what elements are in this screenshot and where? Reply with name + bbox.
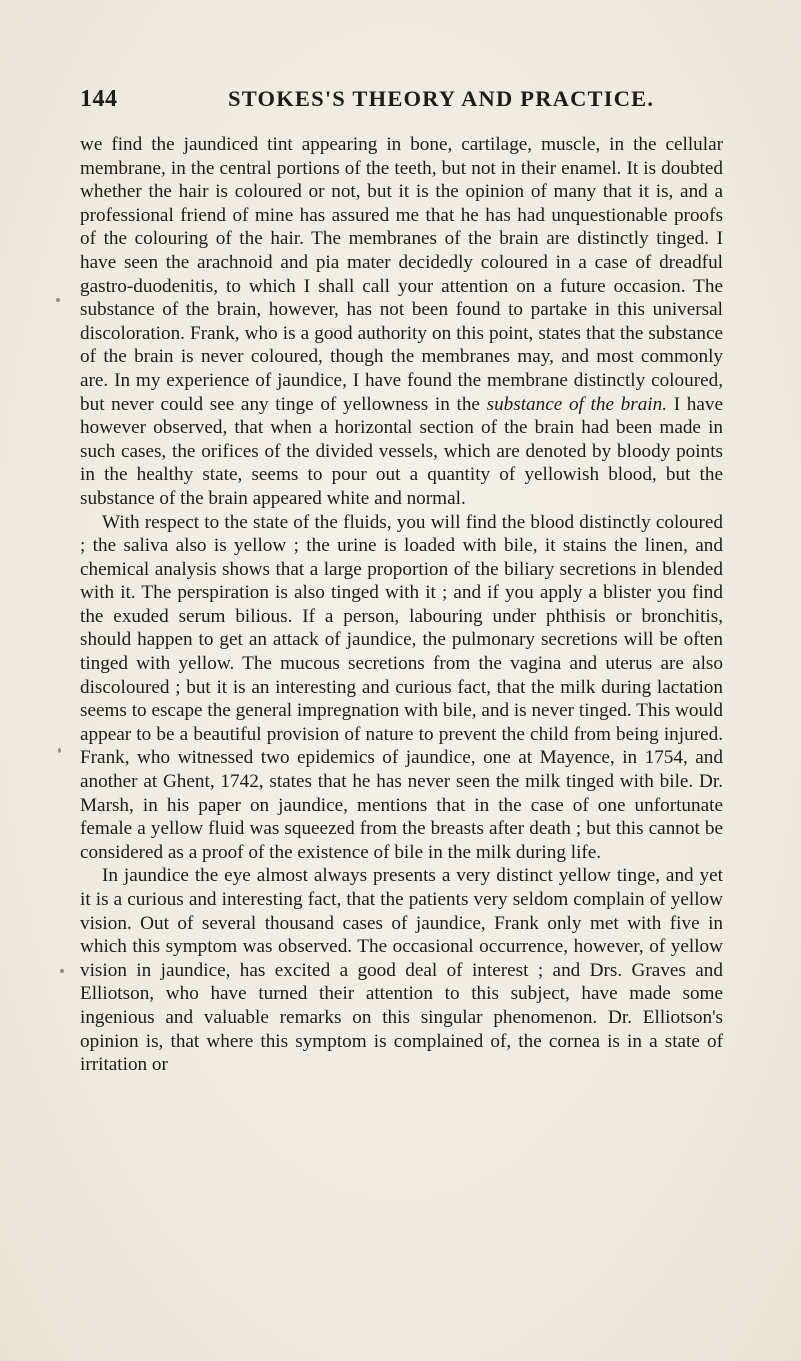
- ink-speck: [58, 748, 61, 753]
- running-title: STOKES'S THEORY AND PRACTICE.: [228, 86, 655, 111]
- paragraph-2: With respect to the state of the fluids, you will find the blood distinctly coloured ; the saliva also is yellow ; the urine is loaded with bile, it stains the linen, and chemical analysis shows that a large proportion of the biliary secretions in blended with it. The perspiration is also tinged with it ; and if you apply a blister you find the exuded serum bilious. If a person, labouring under phthisis or bronchitis, should happen to get an attack of jaundice, the pulmonary secretions will be often tinged with yellow. The mucous secretions from the vagina and uterus are also discoloured ; but it is an interesting and curious fact, that the milk during lactation seems to escape the general impregnation with bile, and is never tinged. This would appear to be a beautiful provision of nature to prevent the child from being injured. Frank, who witnessed two epidemics of jaundice, one at Mayence, in 1754, and another at Ghent, 1742, states that he has never seen the milk tinged with bile. Dr. Marsh, in his paper on jaundice, mentions that in the case of one unfortunate female a yellow fluid was squeezed from the breasts after death ; but this cannot be considered as a proof of the existence of bile in the milk during life.: [80, 511, 723, 863]
- paragraph-1-text: we find the jaundiced tint appearing in bone, cartilage, muscle, in the cellular membrane, in the central portions of the teeth, but not in their enamel. It is doubted whether the hair is coloured or not, but it is the opinion of many that it is, and a professional friend of mine has assured me that he has had unquestionable proofs of the colouring of the hair. The membranes of the brain are distinctly tinged. I have seen the arachnoid and pia mater decidedly coloured in a case of dreadful gastro-duodenitis, to which I shall call your attention on a future occasion. The substance of the brain, however, has not been found to partake in this universal discoloration. Frank, who is a good authority on this point, states that the substance of the brain is never coloured, though the membranes may, and most commonly are. In my experience of jaundice, I have found the membrane distinctly coloured, but never could see any tinge of yellowness in the: [80, 134, 723, 415]
- paragraph-1-emphasis: substance of the brain.: [486, 393, 668, 415]
- ink-speck: [60, 969, 64, 973]
- paragraph-3: In jaundice the eye almost always presents a very distinct yellow tinge, and yet it is a curious and interesting fact, that the patients very seldom complain of yellow vision. Out of several thousand cases of jaundice, Frank only met with five in which this symptom was observed. The occasional occurrence, however, of yellow vision in jaundice, has excited a good deal of interest ; and Drs. Graves and Elliotson, who have turned their attention to this subject, have made some ingenious and valuable remarks on this singular phenomenon. Dr. Elliotson's opinion is, that where this symptom is complained of, the cornea is in a state of irritation or: [80, 865, 723, 1076]
- page-number: 144: [80, 86, 118, 112]
- running-head: [80, 86, 730, 116]
- body-text: [80, 133, 723, 1077]
- paragraph-1-continued: I have however observed, that when a horizontal section of the brain had been made in such cases, the orifices of the divided vessels, which are denoted by bloody points in the healthy state, seems to pour out a quantity of yellowish blood, but the substance of the brain appeared white and normal.: [80, 393, 723, 509]
- paragraph-1: [80, 133, 723, 511]
- ink-speck: [56, 298, 60, 302]
